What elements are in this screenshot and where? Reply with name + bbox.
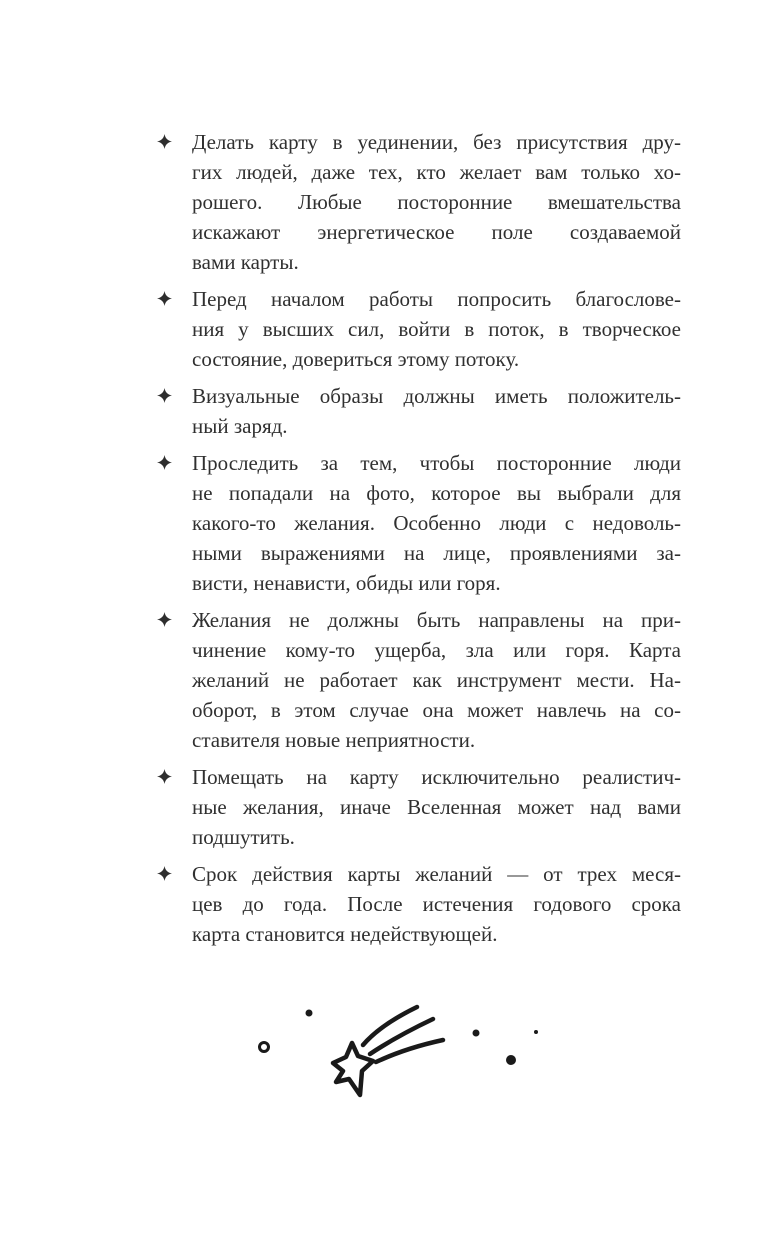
- text-line: ставителя новые неприятности.: [192, 728, 476, 752]
- four-point-star-bullet-icon: [157, 127, 192, 149]
- bullet-list: [157, 127, 681, 949]
- bullet-text: [192, 381, 681, 441]
- text-line: гих людей, даже тех, кто желает вам только хо-: [192, 160, 681, 184]
- bullet-text: [192, 859, 681, 949]
- text-line: рошего. Любые посторонние вмешательства: [192, 190, 681, 214]
- text-line: вами карты.: [192, 250, 299, 274]
- text-line: Помещать на карту исключительно реалистич-: [192, 765, 681, 789]
- circle-dot-icon: [260, 1043, 269, 1052]
- text-line: Желания не должны быть направлены на при-: [192, 608, 681, 632]
- list-item: [157, 448, 681, 598]
- text-line: Делать карту в уединении, без присутствия дру-: [192, 130, 681, 154]
- text-line: ными выражениями на лице, проявлениями за-: [192, 541, 681, 565]
- text-line: Перед началом работы попросить благослове-: [192, 287, 681, 311]
- small-dot-icon: [473, 1030, 480, 1037]
- text-line: чинение кому-то ущерба, зла или горя. Карта: [192, 638, 681, 662]
- bullet-text: [192, 605, 681, 755]
- text-line: подшутить.: [192, 825, 295, 849]
- four-point-star-bullet-icon: [157, 284, 192, 306]
- list-item: [157, 381, 681, 441]
- text-line: ные желания, иначе Вселенная может над вами: [192, 795, 681, 819]
- text-line: не попадали на фото, которое вы выбрали для: [192, 481, 681, 505]
- list-item: [157, 127, 681, 277]
- text-line: желаний не работает как инструмент мести. На-: [192, 668, 681, 692]
- text-line: ный заряд.: [192, 414, 288, 438]
- bullet-text: [192, 762, 681, 852]
- list-item: [157, 284, 681, 374]
- text-line: искажают энергетическое поле создаваемой: [192, 220, 681, 244]
- four-point-star-bullet-icon: [157, 448, 192, 470]
- four-point-star-bullet-icon: [157, 859, 192, 881]
- text-line: Срок действия карты желаний — от трех меся-: [192, 862, 681, 886]
- text-line: Проследить за тем, чтобы посторонние люди: [192, 451, 681, 475]
- four-point-star-bullet-icon: [157, 762, 192, 784]
- text-line: какого-то желания. Особенно люди с недоволь-: [192, 511, 681, 535]
- bullet-text: [192, 448, 681, 598]
- shooting-star-illustration: [240, 999, 550, 1109]
- text-line: оборот, в этом случае она может навлечь на со-: [192, 698, 681, 722]
- medium-dot-icon: [506, 1055, 516, 1065]
- text-line: висти, ненависти, обиды или горя.: [192, 571, 501, 595]
- text-line: ния у высших сил, войти в поток, в творческое: [192, 317, 681, 341]
- bullet-text: [192, 127, 681, 277]
- small-dot-icon: [306, 1010, 313, 1017]
- star-shape: [333, 1043, 373, 1095]
- list-item: [157, 605, 681, 755]
- text-line: состояние, довериться этому потоку.: [192, 347, 520, 371]
- star-trail-middle: [370, 1019, 433, 1054]
- bullet-text: [192, 284, 681, 374]
- list-item: [157, 762, 681, 852]
- text-line: Визуальные образы должны иметь положитель-: [192, 384, 681, 408]
- four-point-star-bullet-icon: [157, 605, 192, 627]
- list-item: [157, 859, 681, 949]
- text-line: карта становится недействующей.: [192, 922, 498, 946]
- tiny-dot-icon: [534, 1030, 538, 1034]
- text-line: цев до года. После истечения годового срока: [192, 892, 681, 916]
- four-point-star-bullet-icon: [157, 381, 192, 403]
